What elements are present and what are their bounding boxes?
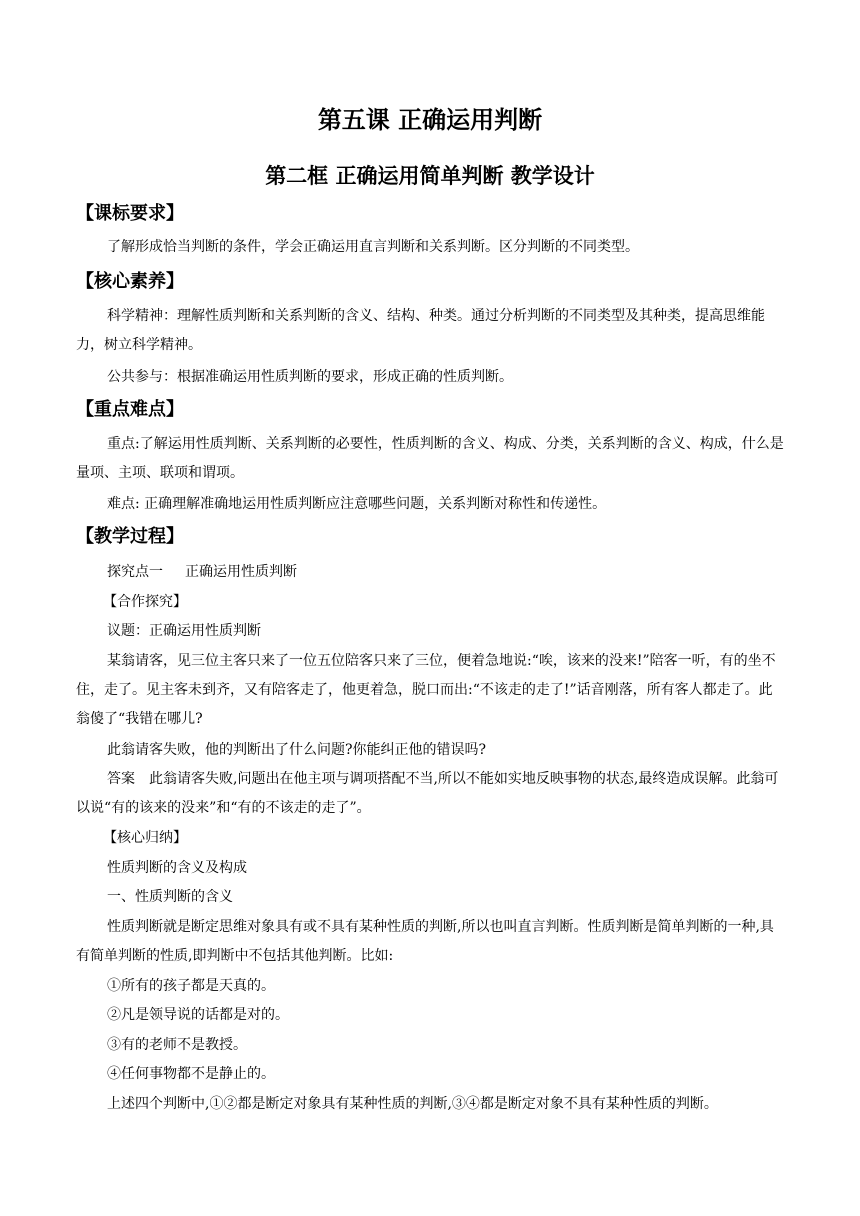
point1-paragraph: 性质判断就是断定思维对象具有或不具有某种性质的判断,所以也叫直言判断。性质判断是简单判断的一种,具有简单判断的性质,即判断中不包括其他判断。比如: — [76, 919, 774, 964]
example-item: ②凡是领导说的话都是对的。 — [107, 1007, 289, 1023]
core-summary-label: 【核心归纳】 — [103, 830, 187, 846]
key-points-paragraph-1: 重点:了解运用性质判断、关系判断的必要性，性质判断的含义、构成、分类，关系判断的含义、构成，什么是量项、主项、联项和谓项。 — [76, 436, 784, 481]
example-item: ③有的老师不是教授。 — [107, 1037, 247, 1053]
lesson-subtitle: 第二框 正确运用简单判断 教学设计 — [265, 164, 595, 188]
answer-paragraph — [76, 765, 785, 823]
key-points-paragraph-2: 难点: 正确理解准确地运用性质判断应注意哪些问题，关系判断对称性和传递性。 — [107, 496, 607, 512]
lesson-title: 第五课 正确运用判断 — [317, 106, 543, 134]
section-heading-key-points: 【重点难点】 — [76, 399, 184, 420]
answer-text: 此翁请客失败,问题出在他主项与调项搭配不当,所以不能如实地反映事物的状态,最终造成误解。此翁可以说“有的该来的没来”和“有的不该走的走了”。 — [76, 771, 779, 816]
explore-point-title: 正确运用性质判断 — [185, 564, 297, 580]
explore-point-line — [107, 558, 297, 587]
cooperative-inquiry-label: 【合作探究】 — [103, 594, 187, 610]
section-heading-process: 【教学过程】 — [76, 526, 184, 547]
literacy-paragraph-2: 公共参与：根据准确运用性质判断的要求，形成正确的性质判断。 — [107, 369, 513, 385]
story-paragraph: 某翁请客，见三位主客只来了一位五位陪客只来了三位，便着急地说:“唉，该来的没来!”陪客一听，有的坐不住，走了。见主客未到齐，又有陪客走了，他更着急，脱口而出:“不该走的走了!”话音刚落，所有客人都走了。此翁傻了“我错在哪儿? — [76, 653, 776, 727]
discussion-topic: 议题：正确运用性质判断 — [107, 623, 261, 639]
answer-label: 答案 — [107, 771, 135, 787]
literacy-paragraph-1: 科学精神：理解性质判断和关系判断的含义、结构、种类。通过分析判断的不同类型及其种类，提高思维能力，树立科学精神。 — [76, 308, 765, 353]
standard-text: 了解形成恰当判断的条件，学会正确运用直言判断和关系判断。区分判断的不同类型。 — [107, 239, 639, 255]
explore-point-label: 探究点一 — [107, 564, 163, 580]
section-heading-standard: 【课标要求】 — [76, 203, 184, 224]
conclusion-paragraph: 上述四个判断中,①②都是断定对象具有某种性质的判断,③④都是断定对象不具有某种性质的判断。 — [107, 1096, 718, 1112]
point1-title: 一、性质判断的含义 — [107, 889, 233, 905]
example-item: ④任何事物都不是静止的。 — [107, 1066, 275, 1082]
summary-title: 性质判断的含义及构成 — [107, 860, 247, 876]
section-heading-literacy: 【核心素养】 — [76, 271, 184, 292]
example-item: ①所有的孩子都是天真的。 — [107, 978, 275, 994]
question-paragraph: 此翁请客失败，他的判断出了什么问题?你能纠正他的错误吗? — [107, 742, 487, 758]
